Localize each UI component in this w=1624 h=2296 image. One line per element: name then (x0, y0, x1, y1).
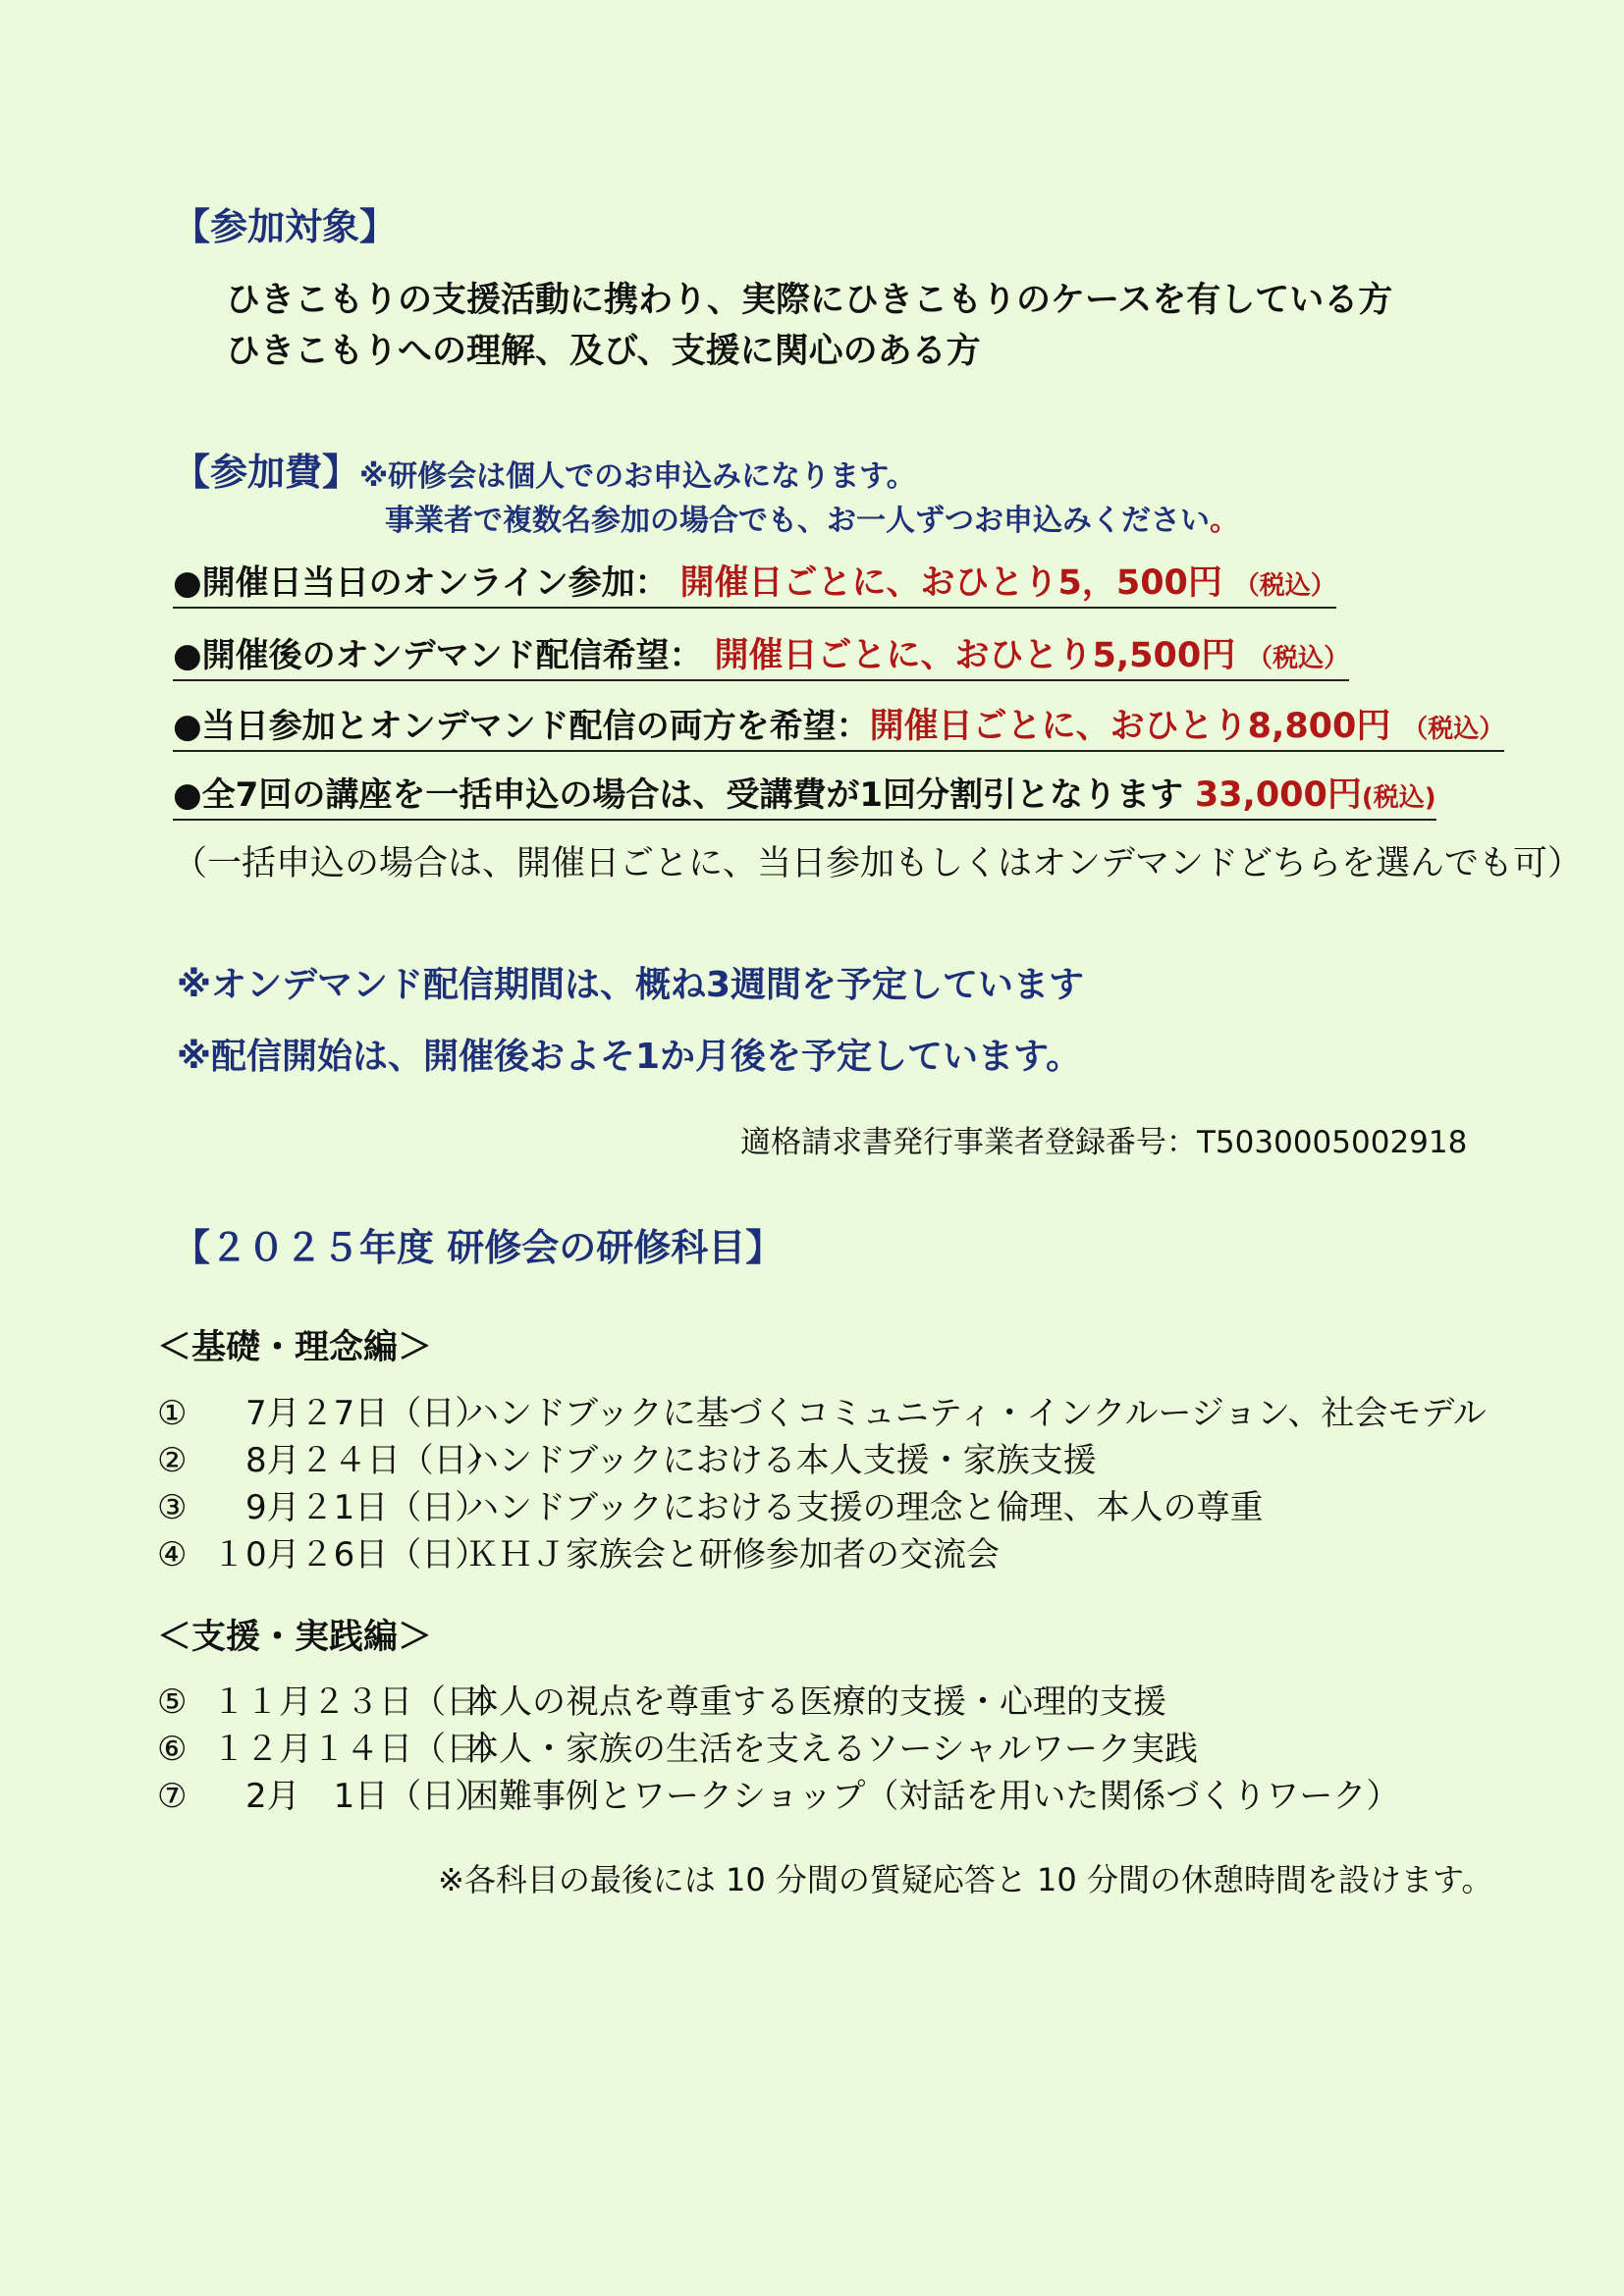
course-date: 9月２1日（日） (212, 1488, 489, 1527)
fee-item-label: ●当日参加とオンデマンド配信の両方を希望： (173, 707, 870, 746)
fee-item-1 (173, 556, 1336, 609)
course-date: １１月２３日（日） (212, 1682, 513, 1722)
target-line-2: ひきこもりへの理解、及び、支援に関心のある方 (226, 332, 981, 371)
target-line-1: ひきこもりの支援活動に携わり、実際にひきこもりのケースを有している方 (226, 281, 1393, 320)
fee-note-2: 事業者で複数名参加の場合でも、お一人ずつお申込みください。 (385, 504, 1239, 538)
course-date: １0月２6日（日） (212, 1535, 489, 1575)
fee-note-1: ※研修会は個人でのお申込みになります。 (359, 459, 916, 494)
fee-item-label: ●開催日当日のオンライン参加： (173, 563, 669, 603)
course-date: １２月１４日（日） (212, 1730, 513, 1769)
course-title: ハンドブックにおける本人支援・家族支援 (465, 1441, 1097, 1480)
registration-number: 適格請求書発行事業者登録番号：T5030005002918 (740, 1125, 1468, 1160)
ondemand-note-1: ※オンデマンド配信期間は、概ね3週間を予定しています (177, 965, 1085, 1005)
fee-item-label: ●開催後のオンデマンド配信希望： (173, 636, 703, 675)
course-title: ＫＨＪ家族会と研修参加者の交流会 (465, 1535, 1000, 1575)
course-row-2 (157, 1433, 1097, 1481)
curriculum-heading: 【２０２５年度 研修会の研修科目】 (173, 1226, 784, 1269)
course-row-5 (157, 1675, 1166, 1723)
course-row-7 (157, 1769, 1399, 1817)
course-date: 7月２7日（日） (212, 1394, 489, 1433)
curriculum-footnote: ※各科目の最後には 10 分間の質疑応答と 10 分間の休憩時間を設けます。 (438, 1861, 1493, 1898)
fee-item-tax: （税込） (1233, 571, 1336, 601)
course-title: 困難事例とワークショップ（対話を用いた関係づくりワーク） (465, 1777, 1400, 1816)
course-date: 2月 1日（日） (212, 1777, 489, 1816)
course-title: 本人・家族の生活を支えるソーシャルワーク実践 (465, 1730, 1198, 1769)
course-number: ① (157, 1394, 188, 1433)
basic-heading: ＜基礎・理念編＞ (157, 1328, 433, 1367)
fee-item-2 (173, 628, 1349, 681)
course-row-1 (157, 1386, 1487, 1434)
fee-item-price: 開催日ごとに、おひとり5,500円 (714, 636, 1236, 675)
course-title: ハンドブックにおける支援の理念と倫理、本人の尊重 (465, 1488, 1264, 1527)
fee-item-price: 開催日ごとに、おひとり5，500円 (679, 563, 1222, 603)
course-number: ④ (157, 1535, 188, 1575)
fee-item-4 (173, 768, 1436, 821)
course-number: ③ (157, 1488, 188, 1527)
course-row-3 (157, 1480, 1264, 1528)
fee-item-price: 開催日ごとに、おひとり8,800円 (869, 707, 1391, 746)
course-date: 8月２４日（日） (212, 1441, 501, 1480)
ondemand-note-2: ※配信開始は、開催後およそ1か月後を予定しています。 (177, 1037, 1082, 1077)
fee-item-tax: （税込） (1402, 715, 1505, 744)
course-row-6 (157, 1722, 1198, 1770)
target-heading: 【参加対象】 (173, 205, 398, 248)
course-number: ⑦ (157, 1777, 188, 1816)
fee-item-label: ●全7回の講座を一括申込の場合は、受講費が1回分割引となります (173, 775, 1183, 815)
fee-item-3 (173, 699, 1504, 752)
course-title: ハンドブックに基づくコミュニティ・インクルージョン、社会モデル (465, 1394, 1487, 1433)
fee-heading: 【参加費】 (173, 451, 360, 494)
course-number: ⑤ (157, 1682, 188, 1722)
course-row-4 (157, 1527, 1000, 1575)
course-title: 本人の視点を尊重する医療的支援・心理的支援 (465, 1682, 1166, 1722)
fee-item-price: 33,000円 (1194, 775, 1362, 815)
bulk-note: （一括申込の場合は、開催日ごとに、当日参加もしくはオンデマンドどちらを選んでも可） (173, 844, 1583, 883)
practice-heading: ＜支援・実践編＞ (157, 1618, 433, 1657)
course-number: ⑥ (157, 1730, 188, 1769)
fee-item-tax: （税込） (1247, 644, 1350, 673)
fee-item-tax: (税込) (1361, 783, 1436, 813)
course-number: ② (157, 1441, 188, 1480)
